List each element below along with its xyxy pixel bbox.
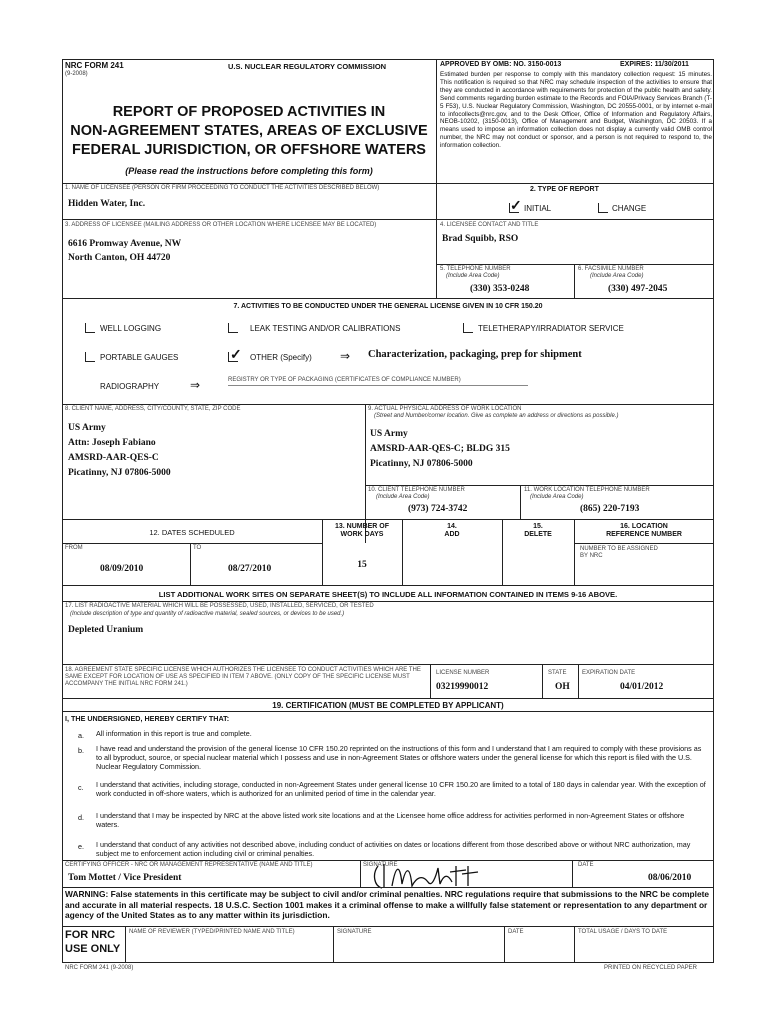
client-line-2[interactable]: Attn: Joseph Fabiano (68, 438, 156, 448)
reviewer-date-label: DATE (508, 929, 524, 935)
footer-form-number: NRC FORM 241 (9-2008) (65, 965, 134, 971)
change-checkbox[interactable] (598, 203, 608, 213)
total-usage-label: TOTAL USAGE / DAYS TO DATE (578, 929, 668, 935)
certifying-officer-label: CERTIFYING OFFICER - NRC OR MANAGEMENT REPRESENTATIVE (NAME AND TITLE) (65, 862, 313, 868)
item3-label: 3. ADDRESS OF LICENSEE (MAILING ADDRESS OR OTHER LOCATION WHERE LICENSEE MAY BE LOCATED) (65, 222, 377, 228)
cert-text-d: I understand that I may be inspected by NRC at the above listed work site locations and at the Licensee home office address for activities performed in non-Agreement States or offshore waters. (96, 811, 685, 829)
item14-label-2: ADD (444, 531, 460, 538)
license-number-label: LICENSE NUMBER (436, 670, 490, 676)
licensee-fax[interactable]: (330) 497-2045 (608, 284, 668, 294)
item9-sub: (Street and Number/corner location. Give as complete an address or directions as possible.) (374, 413, 619, 419)
well-logging-checkbox[interactable] (85, 323, 95, 333)
omb-expires: EXPIRES: 11/30/2011 (620, 61, 689, 68)
cert-text-e: I understand that conduct of any activities not described above, including conduct of activities on dates or locations different from those described above or without NRC authorization, may subject me to enforcement action including civil or criminal penalties. (96, 840, 691, 858)
item9-label: 9. ACTUAL PHYSICAL ADDRESS OF WORK LOCATION (368, 406, 522, 412)
certifying-officer-value[interactable]: Tom Mottet / Vice President (68, 873, 182, 883)
cert-text-a: All information in this report is true and complete. (96, 729, 252, 738)
item10-sub: (Include Area Code) (376, 494, 430, 500)
licensee-name[interactable]: Hidden Water, Inc. (68, 199, 146, 209)
other-activity-value[interactable]: Characterization, packaging, prep for shipment (368, 349, 582, 360)
cert-text-b: I have read and understand the provision of the general license 10 CFR 150.20 reprinted on the instructions of this form and I understand that I am required to comply with these provisions as to all byproduct, source, or special nuclear material which I possess and use in non-Agreement States or offshore waters under the general license for which this report is filed with the U.S. Nuclear Regulatory Commission. (96, 744, 702, 771)
initial-check-icon: ✓ (510, 197, 522, 213)
item5-label: 5. TELEPHONE NUMBER (440, 266, 511, 272)
item13-label-1: 13. NUMBER OF (334, 523, 390, 530)
item7-title: 7. ACTIVITIES TO BE CONDUCTED UNDER THE GENERAL LICENSE GIVEN IN 10 CFR 150.20 (233, 303, 543, 310)
item6-label: 6. FACSIMILE NUMBER (578, 266, 644, 272)
other-check-icon: ✓ (230, 346, 242, 362)
footer-printed: PRINTED ON RECYCLED PAPER (604, 965, 697, 971)
reviewer-label: NAME OF REVIEWER (TYPED/PRINTED NAME AND TITLE) (129, 929, 295, 935)
item16-sub: NUMBER TO BE ASSIGNED BY NRC (580, 546, 658, 559)
date-from-value[interactable]: 08/09/2010 (100, 564, 144, 574)
state-value[interactable]: OH (555, 682, 570, 692)
additional-sites-note: LIST ADDITIONAL WORK SITES ON SEPARATE SHEET(S) TO INCLUDE ALL INFORMATION CONTAINED IN ITEMS 9-16 ABOVE. (158, 590, 618, 599)
portable-gauges-label: PORTABLE GAUGES (100, 353, 179, 362)
work-location-line-1[interactable]: US Army (370, 429, 408, 439)
registry-label: REGISTRY OR TYPE OF PACKAGING (CERTIFICATES OF COMPLIANCE NUMBER) (228, 377, 461, 383)
item13-label-2: WORK DAYS (340, 531, 384, 538)
item17-label: 17. LIST RADIOACTIVE MATERIAL WHICH WILL BE POSSESSED, USED, INSTALLED, SERVICED, OR TESTED (65, 603, 374, 609)
title-line-2: NON-AGREEMENT STATES, AREAS OF EXCLUSIVE (70, 123, 428, 139)
work-location-line-3[interactable]: Picatinny, NJ 07806-5000 (370, 459, 473, 469)
reviewer-signature-label: SIGNATURE (337, 929, 372, 935)
cert-letter-c: c. (78, 783, 84, 792)
licensee-phone[interactable]: (330) 353-0248 (470, 284, 530, 294)
radiography-arrow-icon: ⇒ (190, 378, 201, 392)
for-nrc-label-2: USE ONLY (65, 943, 121, 955)
burden-statement: Estimated burden per response to comply with this mandatory collection request: 15 minutes. This notification is required so that NRC may schedule inspection of the activities to ensure that they are conducted in accordance with requirements for protection of the public health and safety. Send comments regarding burden estimate to the Records and FOIA/Privacy Services Branch (T-5 F53), U.S. Nuclear Regulatory Commission, Washington, DC 20555-0001, or by internet e-mail to infocollects@nrc.gov, and to the Desk Officer, Office of Information and Regulatory Affairs, NEOB-10202, (3150-0013), Office of Management and Budget, Washington, DC 20503. If a means used to impose an information collection does not display a currently valid OMB control number, the NRC may not conduct or sponsor, and a person is not required to respond to, the information collection. (440, 71, 712, 150)
title-line-1: REPORT OF PROPOSED ACTIVITIES IN (112, 104, 386, 120)
item15-label-2: DELETE (524, 531, 552, 538)
signature-label: SIGNATURE (363, 862, 398, 868)
cert-letter-e: e. (78, 842, 84, 851)
client-line-3[interactable]: AMSRD-AAR-QES-C (68, 453, 159, 463)
item6-sub: (Include Area Code) (590, 273, 644, 279)
licensee-address-2[interactable]: North Canton, OH 44720 (68, 253, 171, 263)
form-number: NRC FORM 241 (65, 61, 124, 70)
client-line-4[interactable]: Picatinny, NJ 07806-5000 (68, 468, 171, 478)
certification-intro: I, THE UNDERSIGNED, HEREBY CERTIFY THAT: (65, 714, 230, 723)
expiration-value[interactable]: 04/01/2012 (620, 682, 664, 692)
well-logging-label: WELL LOGGING (100, 324, 162, 333)
item16-label-1: 16. LOCATION (620, 523, 668, 530)
certification-title: 19. CERTIFICATION (MUST BE COMPLETED BY APPLICANT) (272, 701, 504, 710)
sign-date-value[interactable]: 08/06/2010 (648, 873, 692, 883)
other-arrow-icon: ⇒ (340, 349, 351, 363)
item5-sub: (Include Area Code) (446, 273, 500, 279)
client-line-1[interactable]: US Army (68, 423, 106, 433)
other-label: OTHER (Specify) (250, 353, 312, 362)
licensee-address-1[interactable]: 6616 Promway Avenue, NW (68, 239, 182, 249)
sign-date-label: DATE (578, 862, 594, 868)
leak-testing-checkbox[interactable] (228, 323, 238, 333)
item8-label: 8. CLIENT NAME, ADDRESS, CITY/COUNTY, STATE, ZIP CODE (65, 406, 241, 412)
leak-testing-label: LEAK TESTING AND/OR CALIBRATIONS (250, 324, 401, 333)
work-days-value[interactable]: 15 (357, 560, 367, 570)
form-date: (9-2008) (65, 71, 88, 77)
initial-checkbox[interactable] (509, 203, 519, 213)
radioactive-material[interactable]: Depleted Uranium (68, 625, 144, 635)
portable-gauges-checkbox[interactable] (85, 352, 95, 362)
expiration-label: EXPIRATION DATE (582, 670, 636, 676)
warning-statement: WARNING: False statements in this certificate may be subject to civil and/or criminal penalties. NRC regulations require that submissions to the NRC be complete and accurate in all material respects. 18 U.S.C. Section 1001 makes it a criminal offense to make a willfully false statement or representation to any department or agency of the United States as to any matter within its jurisdiction. (65, 889, 710, 920)
teletherapy-checkbox[interactable] (463, 323, 473, 333)
item14-label-1: 14. (447, 523, 457, 530)
state-label: STATE (548, 670, 567, 676)
date-to-label: TO (193, 545, 202, 551)
item15-label-1: 15. (533, 523, 543, 530)
for-nrc-label-1: FOR NRC (65, 929, 116, 941)
instructions-note: (Please read the instructions before completing this form) (125, 166, 373, 176)
item17-sub: (Include description of type and quantity of radioactive material, sealed sources, or devices to be used.) (70, 611, 345, 617)
item18-label: 18. AGREEMENT STATE SPECIFIC LICENSE WHICH AUTHORIZES THE LICENSEE TO CONDUCT ACTIVITIES WHICH ARE THE SAME EXCEPT FOR LOCATION OF USE AS SPECIFIED IN ITEM 7 ABOVE. (ONLY COPY OF THE SPECIFIC LICENSE MUST ACCOMPANY THE INITIAL NRC FORM 241.) (65, 667, 421, 687)
cert-letter-b: b. (78, 746, 84, 755)
work-location-phone[interactable]: (865) 220-7193 (580, 504, 640, 514)
item1-label: 1. NAME OF LICENSEE (PERSON OR FIRM PROCEEDING TO CONDUCT THE ACTIVITIES DESCRIBED BELOW) (65, 185, 380, 191)
item11-sub: (Include Area Code) (530, 494, 584, 500)
license-number-value[interactable]: 03219990012 (436, 682, 489, 692)
item11-label: 11. WORK LOCATION TELEPHONE NUMBER (524, 487, 650, 493)
agency-name: U.S. NUCLEAR REGULATORY COMMISSION (228, 62, 387, 71)
radiography-label: RADIOGRAPHY (100, 382, 160, 391)
date-from-label: FROM (65, 545, 83, 551)
date-to-value[interactable]: 08/27/2010 (228, 564, 272, 574)
other-checkbox[interactable] (228, 352, 238, 362)
item4-label: 4. LICENSEE CONTACT AND TITLE (440, 222, 539, 228)
work-location-line-2[interactable]: AMSRD-AAR-QES-C; BLDG 315 (370, 444, 510, 454)
client-phone[interactable]: (973) 724-3742 (408, 504, 468, 514)
item2-label: 2. TYPE OF REPORT (530, 186, 599, 193)
item16-label-2: REFERENCE NUMBER (606, 531, 682, 538)
cert-text-c: I understand that activities, including storage, conducted in non-Agreement States under general license 10 CFR 150.20 are limited to a total of 180 days in calendar year. With the exception of work conducted in off-shore waters, which is authorized for an unlimited period of time in the calendar year. (96, 780, 706, 798)
licensee-contact[interactable]: Brad Squibb, RSO (442, 234, 519, 244)
teletherapy-label: TELETHERAPY/IRRADIATOR SERVICE (478, 324, 624, 333)
change-label: CHANGE (612, 204, 647, 213)
title-line-3: FEDERAL JURISDICTION, OR OFFSHORE WATERS (72, 142, 426, 158)
item12-label: 12. DATES SCHEDULED (149, 528, 235, 537)
cert-letter-a: a. (78, 731, 84, 740)
item10-label: 10. CLIENT TELEPHONE NUMBER (368, 487, 465, 493)
omb-approval: APPROVED BY OMB: NO. 3150-0013 (440, 61, 562, 68)
initial-label: INITIAL (524, 204, 552, 213)
cert-letter-d: d. (78, 813, 84, 822)
